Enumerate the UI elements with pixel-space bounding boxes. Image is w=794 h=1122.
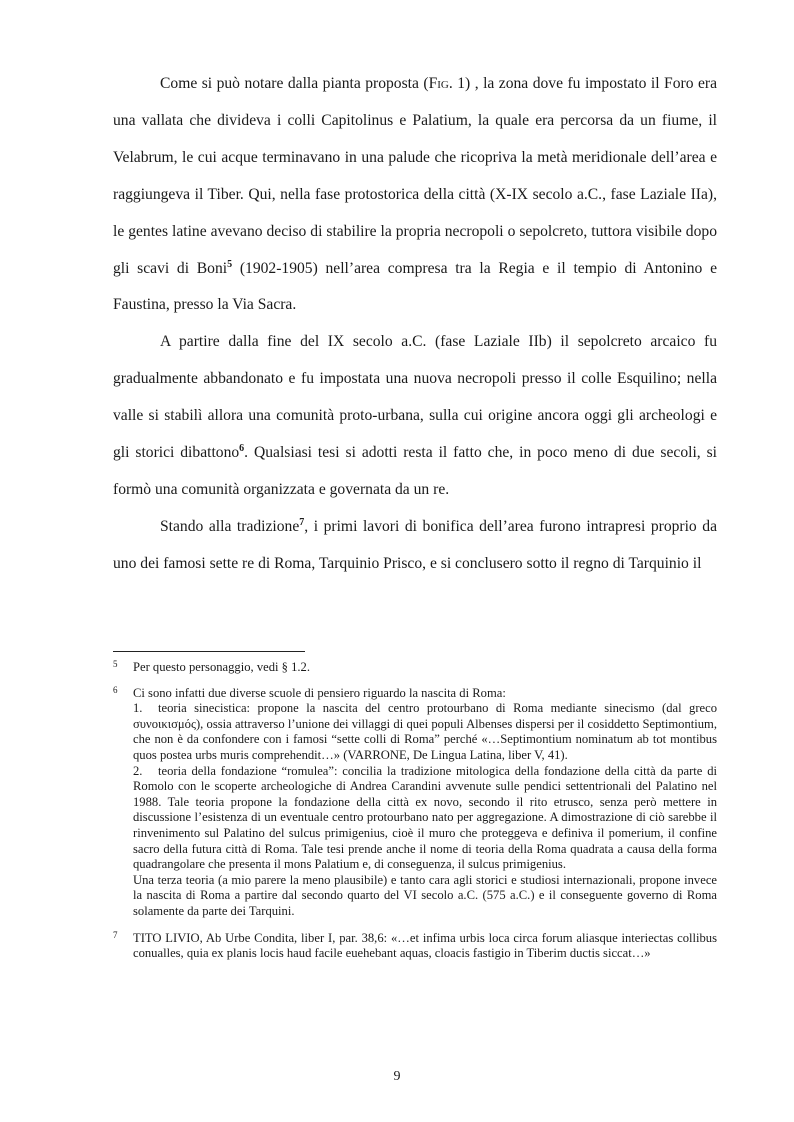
footnote-ref-7: 7 (299, 516, 305, 528)
p1-text-a: Come si può notare dalla pianta proposta ( (160, 75, 429, 92)
p2-text-a: A partire dalla fine del IX secolo a.C. (fase Laziale IIb) il sepolcreto arcaico fu gradualmente abbandonato e fu impostata una nuova necropoli presso il colle Esquilino; nella valle si stabilì allora una comunità proto-urbana, sulla cui origine ancora oggi gli archeologi e gli storici dibattono (113, 333, 717, 462)
footnote-number: 5 (113, 659, 118, 669)
footnote-ref-5: 5 (227, 258, 233, 270)
paragraph-1 (113, 66, 717, 324)
p1-text-c: (1902-1905) nell’area compresa tra la Regia e il tempio di Antonino e Faustina, presso la Via Sacra. (113, 259, 717, 314)
p3-text-a: Stando alla tradizione (160, 517, 300, 535)
p2-text-b: . Qualsiasi tesi si adotti resta il fatto che, in poco meno di due secoli, si formò una comunità organizzata e governata da un re. (113, 444, 717, 498)
footnote-7 (113, 931, 717, 962)
footnote-6-item-2 (133, 764, 717, 873)
footnote-text: Per questo personaggio, vedi § 1.2. (133, 660, 310, 674)
footnote-6-intro: Ci sono infatti due diverse scuole di pensiero riguardo la nascita di Roma: (133, 685, 506, 700)
footnote-6 (113, 686, 717, 920)
item-text: teoria sinecistica: propone la nascita del centro protourbano di Roma mediante sinecismo (dal greco συνοικισμός), ossia attraverso l’unione dei villaggi di quei populi Albenses dispersi per il cosiddetto Septimontium, che non è da confondere con i famosi “sette colli di Roma” perché «…Septimontium nominatum ab tot montibus quos postea urbs muris comprehendit…» (VARRONE, De Lingua Latina, liber V, 41). (133, 701, 717, 762)
item-number: 2. (133, 763, 143, 778)
footnote-number: 7 (113, 929, 118, 940)
item-text: teoria della fondazione “romulea”: concilia la tradizione mitologica della fondazione della città da parte di Romolo con le scoperte archeologiche di Andrea Carandini avvenute sulle pendici settentrionali del Palatino nel 1988. Tale teoria propone la fondazione della città ex novo, secondo il rito etrusco, senza però mettere in discussione l’esistenza di un eventuale centro protourbano nato per aggregazione. A dimostrazione di ciò sarebbe il rinvenimento sul Palatino del sulcus primigenius, cioè il muro che proteggeva e definiva il pomerium, il confine sacro della futura città di Roma. Tale tesi prende anche il nome di teoria della Roma quadrata a causa della forma quadrangolare che presenta il mons Palatium e, di conseguenza, il sulcus primigenius. (133, 763, 717, 872)
p3-text-b: , i primi lavori di bonifica dell’area furono intrapresi proprio da uno dei famosi sette re di Roma, Tarquinio Prisco, e si conclusero sotto il regno di Tarquinio il (113, 517, 718, 572)
p1-text-b: ) , la zona dove fu impostato il Foro era una vallata che divideva i colli Capitolinus e Palatium, la quale era percorsa da un fiume, il Velabrum, le cui acque terminavano in una palude che ricopriva la metà meridionale dell’area e raggiungeva il Tiber. Qui, nella fase protostorica della città (X-IX secolo a.C., fase Laziale IIa), le gentes latine avevano deciso di stabilire la propria necropoli o sepolcreto, tuttora visibile dopo gli scavi di Boni (113, 75, 718, 277)
page-number: 9 (393, 1069, 401, 1084)
item-number: 1. (133, 701, 143, 716)
footnotes (113, 660, 717, 962)
main-text (113, 66, 717, 583)
footnote-5 (113, 660, 717, 676)
footnote-separator (113, 651, 305, 652)
figure-reference: Fig. 1 (428, 75, 466, 92)
footnote-number: 6 (113, 684, 118, 695)
footnote-ref-6: 6 (239, 443, 245, 455)
paragraph-2 (113, 324, 717, 509)
footnote-6-item-1 (133, 701, 717, 763)
paragraph-3 (113, 509, 717, 583)
footnote-6-outro: Una terza teoria (a mio parere la meno plausibile) e tanto cara agli storici e studiosi internazionali, propone invece la nascita di Roma a partire dal secondo quarto del VI secolo a.C. (575 a.C.) e il conseguente governo di Roma solamente da parte dei Tarquini. (133, 872, 717, 918)
footnote-text: TITO LIVIO, Ab Urbe Condita, liber I, par. 38,6: «…et infima urbis loca circa forum aliasque interiectas collibus conualles, quia ex planis locis haud facile euehebant aquas, cloacis fastigio in Tiberim ductis siccat…» (133, 930, 717, 961)
